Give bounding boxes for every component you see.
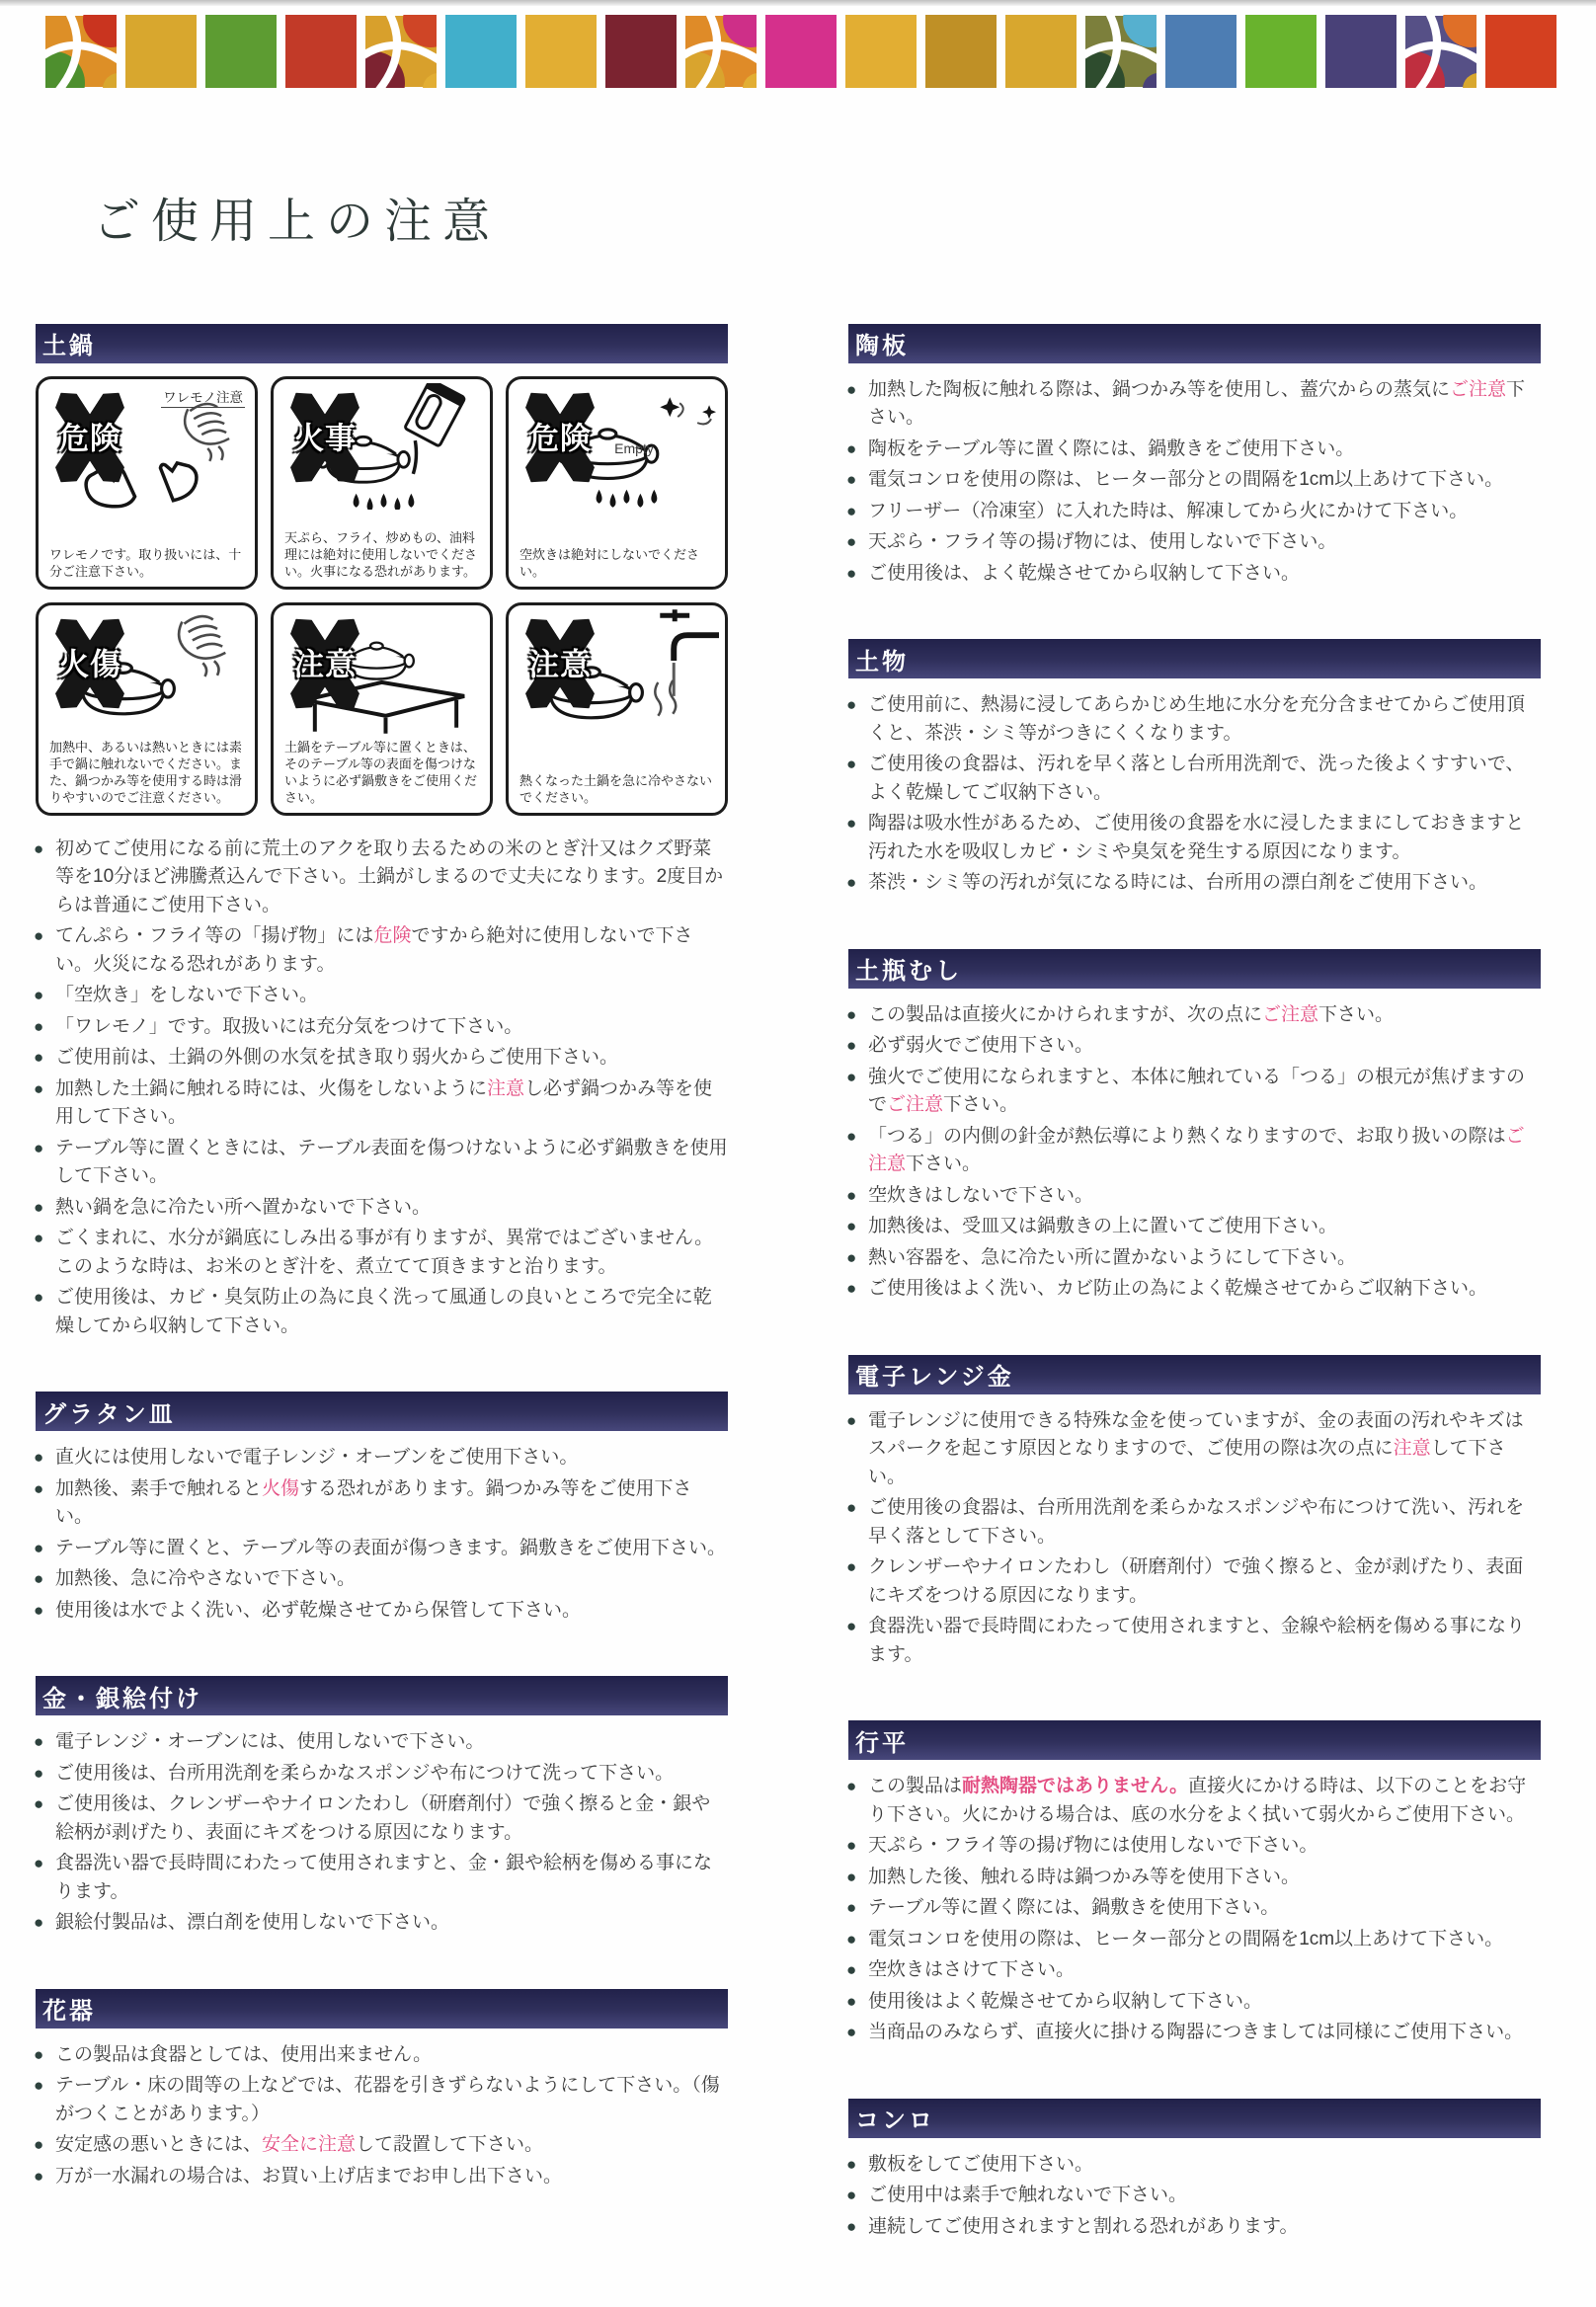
bullet-item xyxy=(36,1225,728,1281)
banner-color-tile xyxy=(445,15,517,88)
section-title: 電子レンジ金 xyxy=(855,1364,1014,1392)
bullet-text: 電子レンジに使用できる特殊な金を使っていますが、金の表面の汚れやキズはスパークを起こす原因となりますので、ご使用の際は次の点に xyxy=(868,1409,1524,1460)
bullet-text: 「つる」の内側の針金が熱伝導により熱くなりますので、お取り扱いの際は xyxy=(868,1125,1506,1147)
bullet-list xyxy=(36,835,728,1341)
pictogram-caption: 加熱中、あるいは熱いときには素手で鍋に触れないでください。また、鍋つかみ等を使用する時は滑りやすいのでご注意ください。 xyxy=(49,740,243,805)
bullet-item xyxy=(36,1535,728,1563)
bullet-text: して下さい。 xyxy=(868,1438,1506,1487)
section-電子レンジ金 xyxy=(848,1355,1541,1670)
bullet-list xyxy=(36,1728,728,1938)
bullet-text: ですから絶対に使用しないで下さい。火災になる恐れがあります。 xyxy=(55,925,693,975)
bullet-text: 「空炊き」をしないで下さい。 xyxy=(55,985,319,1006)
section-title: 土鍋 xyxy=(42,333,96,360)
section-title: コンロ xyxy=(855,2108,935,2135)
bullet-text: ご使用後の食器は、汚れを早く落とし台所用洗剤で、洗った後よくすすいで、よく乾燥してご収納下さい。 xyxy=(868,754,1525,803)
bullet-item xyxy=(36,1850,728,1906)
bullet-item xyxy=(848,1988,1541,2017)
bullet-list xyxy=(848,691,1541,898)
section-title: 行平 xyxy=(855,1729,909,1757)
bullet-text: 安定感の悪いときには、 xyxy=(55,2134,263,2156)
bullet-item xyxy=(848,810,1541,866)
bullet-item xyxy=(36,1013,728,1042)
bullet-item xyxy=(36,1194,728,1223)
banner-color-tile xyxy=(525,15,597,88)
bullet-item xyxy=(36,2131,728,2160)
pictogram-caption: 空炊きは絶対にしないでください。 xyxy=(519,547,700,579)
pictogram-caption: 土鍋をテーブル等に置くときは、そのテーブル等の表面を傷つけないように必ず鍋敷きをご使用ください。 xyxy=(284,740,478,805)
bullet-item xyxy=(36,1284,728,1340)
bullet-text: 陶器は吸水性があるため、ご使用後の食器を水に浸したままにしておきますと汚れた水を吸収しカビ・シミや臭気を発生する原因になります。 xyxy=(868,813,1525,862)
bullet-item xyxy=(848,1494,1541,1551)
section-header xyxy=(848,1355,1541,1394)
warning-word: 危険 xyxy=(58,421,121,456)
warning-highlight: 耐熱陶器ではありません。 xyxy=(962,1776,1189,1797)
bullet-item xyxy=(36,2163,728,2191)
bullet-item xyxy=(848,1864,1541,1892)
bullet-text: テーブル等に置くと、テーブル等の表面が傷つきます。鍋敷きをご使用下さい。 xyxy=(55,1537,727,1558)
bullet-text: ご使用後は、クレンザーやナイロンたわし（研磨剤付）で強く擦ると金・銀や絵柄が剥げたり、表面にキズをつける原因になります。 xyxy=(55,1793,711,1843)
banner-pattern-tile xyxy=(1085,15,1157,88)
bullet-text: 当商品のみならず、直接火に掛ける陶器につきましては同様にご使用下さい。 xyxy=(868,2022,1524,2043)
banner-color-tile xyxy=(125,15,197,88)
bullet-item xyxy=(848,1213,1541,1241)
bullet-text: 天ぷら・フライ等の揚げ物には、使用しないで下さい。 xyxy=(868,531,1337,553)
bullet-text: する恐れがあります。鍋つかみ等をご使用下さい。 xyxy=(55,1477,692,1528)
bullet-item xyxy=(848,751,1541,807)
bullet-list xyxy=(848,1407,1541,1670)
bullet-text: 電気コンロを使用の際は、ヒーター部分との間隔を1cm以上あけて下さい。 xyxy=(868,1928,1504,1949)
bullet-text: 陶板をテーブル等に置く際には、鍋敷きをご使用下さい。 xyxy=(868,438,1355,459)
warning-word: 火傷 xyxy=(58,647,121,682)
banner-pattern-tile xyxy=(1405,15,1476,88)
bullet-item xyxy=(36,1135,728,1191)
bullet-item xyxy=(36,2041,728,2070)
bullet-text: テーブル等に置く際には、鍋敷きを使用下さい。 xyxy=(868,1897,1280,1919)
section-header xyxy=(36,1989,728,2029)
section-陶板 xyxy=(848,324,1541,589)
section-header xyxy=(36,1392,728,1431)
banner-color-tile xyxy=(205,15,277,88)
warning-highlight: 注意 xyxy=(1393,1438,1431,1460)
bullet-text: 空炊きはしないで下さい。 xyxy=(868,1184,1094,1206)
page-title: ご使用上の注意 xyxy=(93,196,502,248)
section-header xyxy=(848,639,1541,678)
bullet-item xyxy=(36,1760,728,1789)
bullet-item xyxy=(36,1728,728,1757)
banner-color-tile xyxy=(845,15,917,88)
bullet-item xyxy=(848,1032,1541,1061)
bullet-text: 食器洗い器で長時間にわたって使用されますと、金線や絵柄を傷める事になります。 xyxy=(868,1616,1526,1665)
bullet-list xyxy=(36,1444,728,1625)
banner-color-tile xyxy=(285,15,357,88)
bullet-item xyxy=(848,1275,1541,1304)
bullet-item xyxy=(36,922,728,979)
warning-pictogram xyxy=(36,376,258,590)
bullet-text: この製品は直接火にかけられますが、次の点に xyxy=(868,1003,1263,1025)
pictogram-caption: ワレモノです。取り扱いには、十分ご注意下さい。 xyxy=(49,547,242,579)
bullet-item xyxy=(848,2182,1541,2210)
bullet-text: 茶渋・シミ等の汚れが気になる時には、台所用の漂白剤をご使用下さい。 xyxy=(868,872,1488,894)
bullet-text: 熱い容器を、急に冷たい所に置かないようにして下さい。 xyxy=(868,1246,1357,1268)
bullet-item xyxy=(36,1565,728,1594)
bullet-text: 敷板をしてご使用下さい。 xyxy=(868,2153,1094,2175)
bullet-item xyxy=(848,1123,1541,1179)
bullet-text: ごくまれに、水分が鍋底にしみ出る事が有りますが、異常ではございません。このような時は、お米のとぎ汁を、煮立てて頂きますと治ります。 xyxy=(55,1228,714,1277)
banner-color-tile xyxy=(1005,15,1077,88)
bullet-item xyxy=(36,1075,728,1132)
bullet-text: 銀絵付製品は、漂白剤を使用しないで下さい。 xyxy=(55,1912,450,1934)
section-title: 陶板 xyxy=(855,333,909,360)
section-花器 xyxy=(36,1989,728,2191)
bullet-item xyxy=(36,1044,728,1073)
banner-color-tile xyxy=(925,15,997,88)
bullet-text: 加熱した後、触れる時は鍋つかみ等を使用下さい。 xyxy=(868,1866,1301,1887)
bullet-item xyxy=(848,436,1541,464)
bullet-item xyxy=(848,1244,1541,1273)
x-mark-icon xyxy=(517,389,603,486)
bullet-text: テーブル等に置くときには、テーブル表面を傷つけないように必ず鍋敷きを使用して下さい。 xyxy=(55,1137,728,1187)
bullet-item xyxy=(848,466,1541,495)
warning-highlight: ご注意 xyxy=(887,1094,944,1116)
warning-highlight: ご注意 xyxy=(1450,378,1507,400)
bullet-list xyxy=(36,2041,728,2191)
warning-pictograms xyxy=(36,376,728,816)
bullet-item xyxy=(36,1790,728,1847)
section-グラタン皿 xyxy=(36,1392,728,1625)
empty-pot-label: Empty xyxy=(614,439,654,456)
warning-highlight: 火傷 xyxy=(262,1477,300,1499)
bullet-text: ご使用後は、台所用洗剤を柔らかなスポンジや布につけて洗って下さい。 xyxy=(55,1762,675,1784)
bullet-text: 加熱した陶板に触れる際は、鍋つかみ等を使用し、蓋穴からの蒸気に xyxy=(868,378,1451,400)
fragile-note: ワレモノ注意 xyxy=(161,386,245,408)
section-header xyxy=(848,2099,1541,2138)
bullet-text: 加熱後、素手で触れると xyxy=(55,1477,263,1499)
bullet-text: 必ず弱火でご使用下さい。 xyxy=(868,1035,1094,1057)
bullet-text: ご使用後の食器は、台所用洗剤を柔らかなスポンジや布につけて洗い、汚れを早く落として下さい。 xyxy=(868,1497,1525,1547)
bullet-text: 天ぷら・フライ等の揚げ物には使用しないで下さい。 xyxy=(868,1835,1318,1857)
warning-pictogram xyxy=(36,602,258,816)
x-mark-icon xyxy=(281,615,368,712)
section-title: 金・銀絵付け xyxy=(42,1685,202,1712)
bullet-text: 下さい。 xyxy=(1318,1003,1395,1025)
bullet-text: 「ワレモノ」です。取扱いには充分気をつけて下さい。 xyxy=(55,1015,523,1037)
right-column xyxy=(848,324,1541,2293)
bullet-text: 電気コンロを使用の際は、ヒーター部分との間隔を1cm以上あけて下さい。 xyxy=(868,469,1504,491)
bullet-item xyxy=(36,1597,728,1626)
section-header xyxy=(848,324,1541,363)
bullet-item xyxy=(848,2019,1541,2047)
warning-word: 危険 xyxy=(528,421,592,456)
bullet-item xyxy=(848,691,1541,748)
x-mark-icon xyxy=(281,389,368,486)
bullet-text: 空炊きはさけて下さい。 xyxy=(868,1959,1076,1981)
warning-word: 火事 xyxy=(293,421,357,456)
bullet-text: 強火でご使用になられますと、本体に触れている「つる」の根元が焦げますので xyxy=(868,1066,1526,1116)
bullet-text: クレンザーやナイロンたわし（研磨剤付）で強く擦ると、金が剥げたり、表面にキズをつける原因になります。 xyxy=(868,1556,1524,1606)
warning-pictogram xyxy=(506,376,728,590)
bullet-list xyxy=(848,1001,1541,1304)
bullet-text: 万が一水漏れの場合は、お買い上げ店までお申し出下さい。 xyxy=(55,2165,563,2187)
bullet-text: 食器洗い器で長時間にわたって使用されますと、金・銀や絵柄を傷める事になります。 xyxy=(55,1853,713,1902)
bullet-item xyxy=(848,1553,1541,1610)
bullet-text: 熱い鍋を急に冷たい所へ置かないで下さい。 xyxy=(55,1196,432,1218)
warning-word: 注意 xyxy=(528,647,592,682)
bullet-item xyxy=(848,1956,1541,1985)
bullet-item xyxy=(848,1613,1541,1669)
bullet-list xyxy=(848,1773,1541,2047)
section-title: グラタン皿 xyxy=(42,1400,176,1428)
bullet-item xyxy=(36,1475,728,1532)
section-金・銀絵付け xyxy=(36,1676,728,1938)
banner-color-tile xyxy=(1165,15,1237,88)
bullet-item xyxy=(848,498,1541,526)
bullet-item xyxy=(36,1909,728,1938)
banner-pattern-tile xyxy=(685,15,757,88)
bullet-text: して設置して下さい。 xyxy=(356,2134,544,2156)
bullet-text: 直火には使用しないで電子レンジ・オーブンをご使用下さい。 xyxy=(55,1447,579,1469)
bullet-item xyxy=(848,528,1541,557)
x-mark-icon xyxy=(46,389,133,486)
bullet-text: ご使用前は、土鍋の外側の水気を拭き取り弱火からご使用下さい。 xyxy=(55,1047,619,1069)
bullet-text: 初めてご使用になる前に荒土のアクを取り去るための米のとぎ汁又はクズ野菜等を10分ほど沸騰煮込んで下さい。土鍋がしまるので丈夫になります。2度目からは普通にご使用下さい。 xyxy=(55,837,724,915)
section-header xyxy=(848,949,1541,989)
section-土物 xyxy=(848,639,1541,898)
section-title: 花器 xyxy=(42,1998,96,2026)
content-columns xyxy=(0,324,1596,2293)
section-header xyxy=(36,324,728,363)
bullet-item xyxy=(848,1001,1541,1030)
bullet-item xyxy=(36,835,728,920)
bullet-text: し必ず鍋つかみ等を使用して下さい。 xyxy=(55,1077,713,1128)
bullet-list xyxy=(848,376,1541,589)
section-title: 土瓶むし xyxy=(855,958,962,986)
bullet-text: テーブル・床の間等の上などでは、花器を引きずらないようにして下さい。（傷がつくことがあります。） xyxy=(55,2075,720,2124)
bullet-item xyxy=(848,1407,1541,1492)
pictogram-caption: 熱くなった土鍋を急に冷やさないでください。 xyxy=(519,773,713,805)
bullet-text: 使用後はよく乾燥させてから収納して下さい。 xyxy=(868,1990,1263,2012)
bullet-text: ご使用前に、熱湯に浸してあらかじめ生地に水分を充分含ませてからご使用頂くと、茶渋・シミ等がつきにくくなります。 xyxy=(868,694,1526,744)
bullet-list xyxy=(848,2151,1541,2242)
bullet-item xyxy=(848,2213,1541,2242)
bullet-item xyxy=(848,2151,1541,2180)
warning-highlight: 危険 xyxy=(373,925,412,947)
bullet-item xyxy=(848,869,1541,898)
warning-word: 注意 xyxy=(293,647,357,682)
section-コンロ xyxy=(848,2099,1541,2242)
warning-pictogram xyxy=(271,376,493,590)
bullet-text: 使用後は水でよく洗い、必ず乾燥させてから保管して下さい。 xyxy=(55,1599,582,1621)
warning-highlight: ご注意 xyxy=(868,1125,1525,1175)
bullet-item xyxy=(36,982,728,1010)
bullet-item xyxy=(848,1182,1541,1211)
bullet-item xyxy=(848,1894,1541,1923)
bullet-text: この製品は xyxy=(868,1776,963,1797)
pictogram-caption: 天ぷら、フライ、炒めもの、油料理には絶対に使用しないでください。火事になる恐れがあります。 xyxy=(284,530,478,579)
warning-highlight: 安全に注意 xyxy=(262,2134,357,2156)
section-土瓶むし xyxy=(848,949,1541,1304)
section-header xyxy=(848,1720,1541,1760)
section-header xyxy=(36,1676,728,1715)
bullet-text: 下さい。 xyxy=(906,1154,982,1175)
bullet-text: 直接火にかける時は、以下のことをお守り下さい。火にかける場合は、底の水分をよく拭いて弱火からご使用下さい。 xyxy=(868,1776,1527,1825)
x-mark-icon xyxy=(46,615,133,712)
bullet-text: フリーザー（冷凍室）に入れた時は、解凍してから火にかけて下さい。 xyxy=(868,500,1469,521)
bullet-text: ご使用中は素手で触れないで下さい。 xyxy=(868,2185,1188,2206)
bullet-text: 電子レンジ・オーブンには、使用しないで下さい。 xyxy=(55,1731,485,1753)
x-mark-icon xyxy=(517,615,603,712)
bullet-text: 加熱後は、受皿又は鍋敷きの上に置いてご使用下さい。 xyxy=(868,1216,1338,1237)
bullet-item xyxy=(848,1926,1541,1954)
banner-pattern-tile xyxy=(45,15,117,88)
bullet-item xyxy=(36,1444,728,1472)
bullet-item xyxy=(848,1064,1541,1120)
warning-pictogram xyxy=(506,602,728,816)
bullet-text: ご使用後は、カビ・臭気防止の為に良く洗って風通しの良いところで完全に乾燥してから収納して下さい。 xyxy=(55,1287,712,1336)
bullet-text: ご使用後は、よく乾燥させてから収納して下さい。 xyxy=(868,562,1301,584)
warning-highlight: 注意 xyxy=(487,1077,525,1099)
bullet-text: 加熱後、急に冷やさないで下さい。 xyxy=(55,1568,357,1590)
warning-highlight: ご注意 xyxy=(1262,1003,1319,1025)
section-title: 土物 xyxy=(855,648,909,676)
bullet-text: てんぷら・フライ等の「揚げ物」には xyxy=(55,925,374,947)
bullet-item xyxy=(848,560,1541,589)
banner-color-tile xyxy=(1485,15,1556,88)
banner-color-tile xyxy=(765,15,837,88)
banner-color-tile xyxy=(605,15,677,88)
section-土鍋 xyxy=(36,324,728,1341)
bullet-item xyxy=(848,1832,1541,1861)
banner-pattern-tile xyxy=(365,15,437,88)
bullet-item xyxy=(36,2072,728,2128)
banner-color-tile xyxy=(1245,15,1317,88)
bullet-text: 下さい。 xyxy=(943,1094,1019,1116)
bullet-text: 下さい。 xyxy=(868,378,1526,429)
bullet-text: ご使用後はよく洗い、カビ防止の為によく乾燥させてからご収納下さい。 xyxy=(868,1278,1488,1300)
bullet-item xyxy=(848,376,1541,433)
bullet-text: 加熱した土鍋に触れる時には、火傷をしないように xyxy=(55,1077,488,1099)
section-行平 xyxy=(848,1720,1541,2047)
left-column xyxy=(36,324,728,2243)
bullet-text: この製品は食器としては、使用出来ません。 xyxy=(55,2043,433,2065)
bullet-item xyxy=(848,1773,1541,1829)
warning-pictogram xyxy=(271,602,493,816)
banner-color-tile xyxy=(1325,15,1396,88)
bullet-text: 連続してご使用されますと割れる恐れがあります。 xyxy=(868,2215,1299,2237)
banner-tiles xyxy=(0,6,1596,88)
